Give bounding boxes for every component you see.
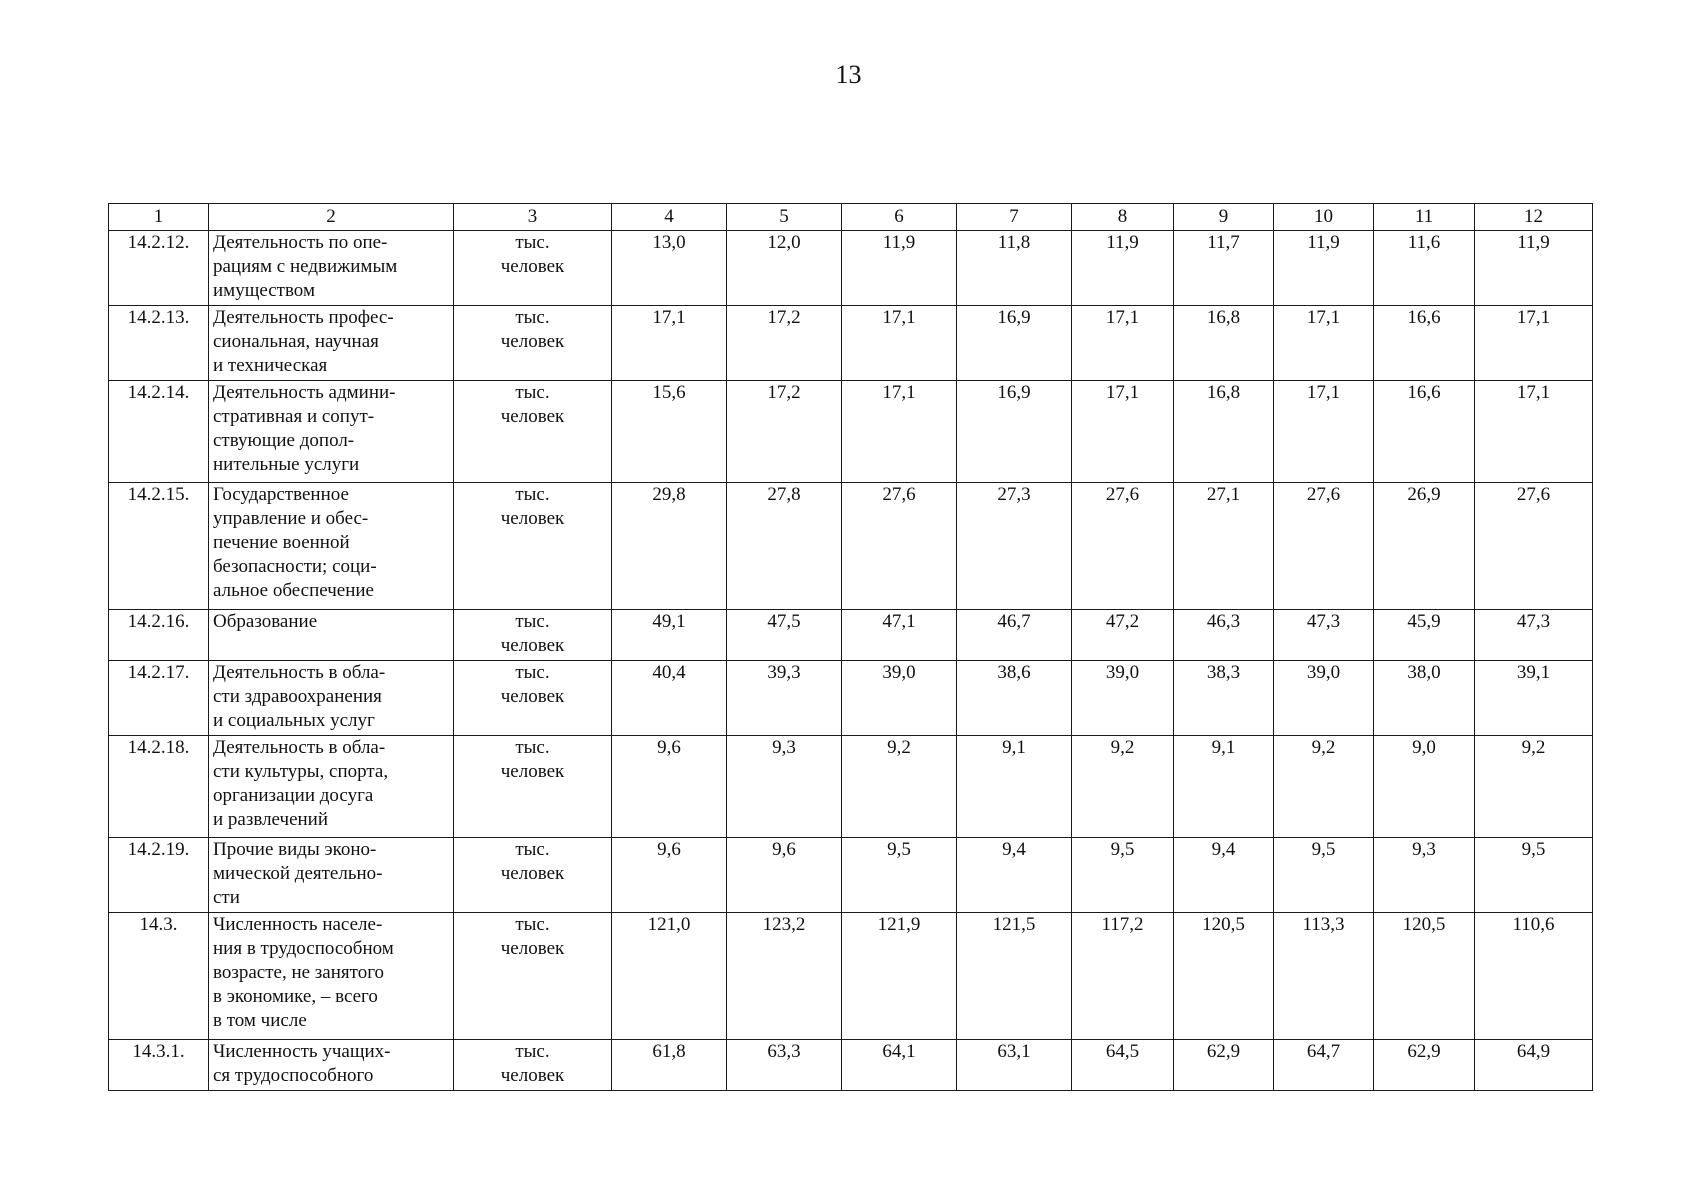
column-number: 12 [1475,204,1593,231]
value-cell: 120,5 [1174,913,1274,1040]
value-cell: 9,5 [842,838,957,913]
row-code: 14.2.12. [109,231,209,306]
value-cell: 9,1 [957,736,1072,838]
row-unit: тыс. человек [454,736,612,838]
value-cell: 64,1 [842,1040,957,1091]
row-unit: тыс. человек [454,306,612,381]
value-cell: 121,5 [957,913,1072,1040]
value-cell: 63,3 [727,1040,842,1091]
value-cell: 27,6 [1072,483,1174,610]
value-cell: 9,2 [842,736,957,838]
row-code: 14.3.1. [109,1040,209,1091]
row-name: Деятельность админи- стративная и сопут- ствующие допол- нительные услуги [209,381,454,483]
value-cell: 27,1 [1174,483,1274,610]
value-cell: 12,0 [727,231,842,306]
value-cell: 15,6 [612,381,727,483]
value-cell: 16,6 [1374,381,1475,483]
statistics-table [108,203,1593,1091]
table-body [109,231,1593,1091]
row-code: 14.2.16. [109,610,209,661]
value-cell: 117,2 [1072,913,1174,1040]
row-name: Деятельность по опе- рациям с недвижимым имуществом [209,231,454,306]
value-cell: 17,2 [727,381,842,483]
value-cell: 9,4 [1174,838,1274,913]
row-name: Образование [209,610,454,661]
value-cell: 16,8 [1174,306,1274,381]
table-row [109,838,1593,913]
value-cell: 46,3 [1174,610,1274,661]
column-number-row [109,204,1593,231]
value-cell: 17,1 [1475,381,1593,483]
row-unit: тыс. человек [454,231,612,306]
row-code: 14.2.14. [109,381,209,483]
value-cell: 9,5 [1475,838,1593,913]
value-cell: 9,6 [612,736,727,838]
value-cell: 9,2 [1274,736,1374,838]
value-cell: 27,6 [842,483,957,610]
value-cell: 47,3 [1274,610,1374,661]
value-cell: 11,7 [1174,231,1274,306]
row-unit: тыс. человек [454,661,612,736]
value-cell: 9,0 [1374,736,1475,838]
row-unit: тыс. человек [454,381,612,483]
value-cell: 49,1 [612,610,727,661]
value-cell: 11,9 [842,231,957,306]
value-cell: 62,9 [1174,1040,1274,1091]
row-name: Прочие виды эконо- мической деятельно- сти [209,838,454,913]
row-code: 14.2.18. [109,736,209,838]
value-cell: 39,0 [1274,661,1374,736]
value-cell: 27,8 [727,483,842,610]
table-row [109,661,1593,736]
table-row [109,736,1593,838]
value-cell: 17,1 [1072,381,1174,483]
value-cell: 17,1 [1274,306,1374,381]
row-name: Численность населе- ния в трудоспособном возрасте, не занятого в экономике, – всего в том числе [209,913,454,1040]
value-cell: 110,6 [1475,913,1593,1040]
page-number: 13 [835,60,862,89]
row-unit: тыс. человек [454,913,612,1040]
value-cell: 17,1 [842,381,957,483]
value-cell: 40,4 [612,661,727,736]
column-number: 6 [842,204,957,231]
value-cell: 39,0 [842,661,957,736]
value-cell: 9,3 [1374,838,1475,913]
value-cell: 11,9 [1072,231,1174,306]
value-cell: 9,6 [727,838,842,913]
value-cell: 123,2 [727,913,842,1040]
row-code: 14.2.13. [109,306,209,381]
value-cell: 16,6 [1374,306,1475,381]
value-cell: 121,9 [842,913,957,1040]
value-cell: 17,1 [842,306,957,381]
value-cell: 16,8 [1174,381,1274,483]
table-row [109,610,1593,661]
value-cell: 17,2 [727,306,842,381]
row-unit: тыс. человек [454,610,612,661]
value-cell: 38,3 [1174,661,1274,736]
row-name: Численность учащих- ся трудоспособного [209,1040,454,1091]
value-cell: 9,2 [1475,736,1593,838]
value-cell: 121,0 [612,913,727,1040]
value-cell: 16,9 [957,306,1072,381]
value-cell: 9,5 [1274,838,1374,913]
value-cell: 16,9 [957,381,1072,483]
value-cell: 17,1 [612,306,727,381]
row-code: 14.2.19. [109,838,209,913]
value-cell: 38,0 [1374,661,1475,736]
row-name: Деятельность в обла- сти здравоохранения и социальных услуг [209,661,454,736]
column-number: 10 [1274,204,1374,231]
value-cell: 29,8 [612,483,727,610]
row-unit: тыс. человек [454,483,612,610]
value-cell: 11,9 [1475,231,1593,306]
value-cell: 17,1 [1475,306,1593,381]
table-row [109,306,1593,381]
row-code: 14.3. [109,913,209,1040]
row-name: Деятельность в обла- сти культуры, спорта, организации досуга и развлечений [209,736,454,838]
row-code: 14.2.15. [109,483,209,610]
value-cell: 9,4 [957,838,1072,913]
table-row [109,913,1593,1040]
value-cell: 39,0 [1072,661,1174,736]
value-cell: 38,6 [957,661,1072,736]
table-row [109,483,1593,610]
value-cell: 47,3 [1475,610,1593,661]
row-unit: тыс. человек [454,838,612,913]
value-cell: 47,2 [1072,610,1174,661]
value-cell: 46,7 [957,610,1072,661]
value-cell: 11,9 [1274,231,1374,306]
value-cell: 64,5 [1072,1040,1174,1091]
column-number: 7 [957,204,1072,231]
value-cell: 62,9 [1374,1040,1475,1091]
value-cell: 47,5 [727,610,842,661]
table-row [109,381,1593,483]
value-cell: 27,6 [1475,483,1593,610]
value-cell: 17,1 [1274,381,1374,483]
table-row [109,231,1593,306]
column-number: 11 [1374,204,1475,231]
row-code: 14.2.17. [109,661,209,736]
value-cell: 27,6 [1274,483,1374,610]
column-number: 8 [1072,204,1174,231]
column-number: 1 [109,204,209,231]
value-cell: 13,0 [612,231,727,306]
value-cell: 9,3 [727,736,842,838]
row-name: Деятельность профес- сиональная, научная и техническая [209,306,454,381]
value-cell: 45,9 [1374,610,1475,661]
column-number: 2 [209,204,454,231]
value-cell: 64,9 [1475,1040,1593,1091]
value-cell: 9,6 [612,838,727,913]
value-cell: 9,5 [1072,838,1174,913]
value-cell: 113,3 [1274,913,1374,1040]
row-name: Государственное управление и обес- печение военной безопасности; соци- альное обеспечение [209,483,454,610]
value-cell: 9,2 [1072,736,1174,838]
value-cell: 120,5 [1374,913,1475,1040]
value-cell: 64,7 [1274,1040,1374,1091]
value-cell: 17,1 [1072,306,1174,381]
table-row [109,1040,1593,1091]
column-number: 4 [612,204,727,231]
value-cell: 47,1 [842,610,957,661]
value-cell: 27,3 [957,483,1072,610]
column-number: 5 [727,204,842,231]
value-cell: 26,9 [1374,483,1475,610]
column-number: 3 [454,204,612,231]
value-cell: 39,1 [1475,661,1593,736]
value-cell: 61,8 [612,1040,727,1091]
row-unit: тыс. человек [454,1040,612,1091]
column-number: 9 [1174,204,1274,231]
value-cell: 9,1 [1174,736,1274,838]
value-cell: 11,6 [1374,231,1475,306]
value-cell: 11,8 [957,231,1072,306]
value-cell: 39,3 [727,661,842,736]
value-cell: 63,1 [957,1040,1072,1091]
